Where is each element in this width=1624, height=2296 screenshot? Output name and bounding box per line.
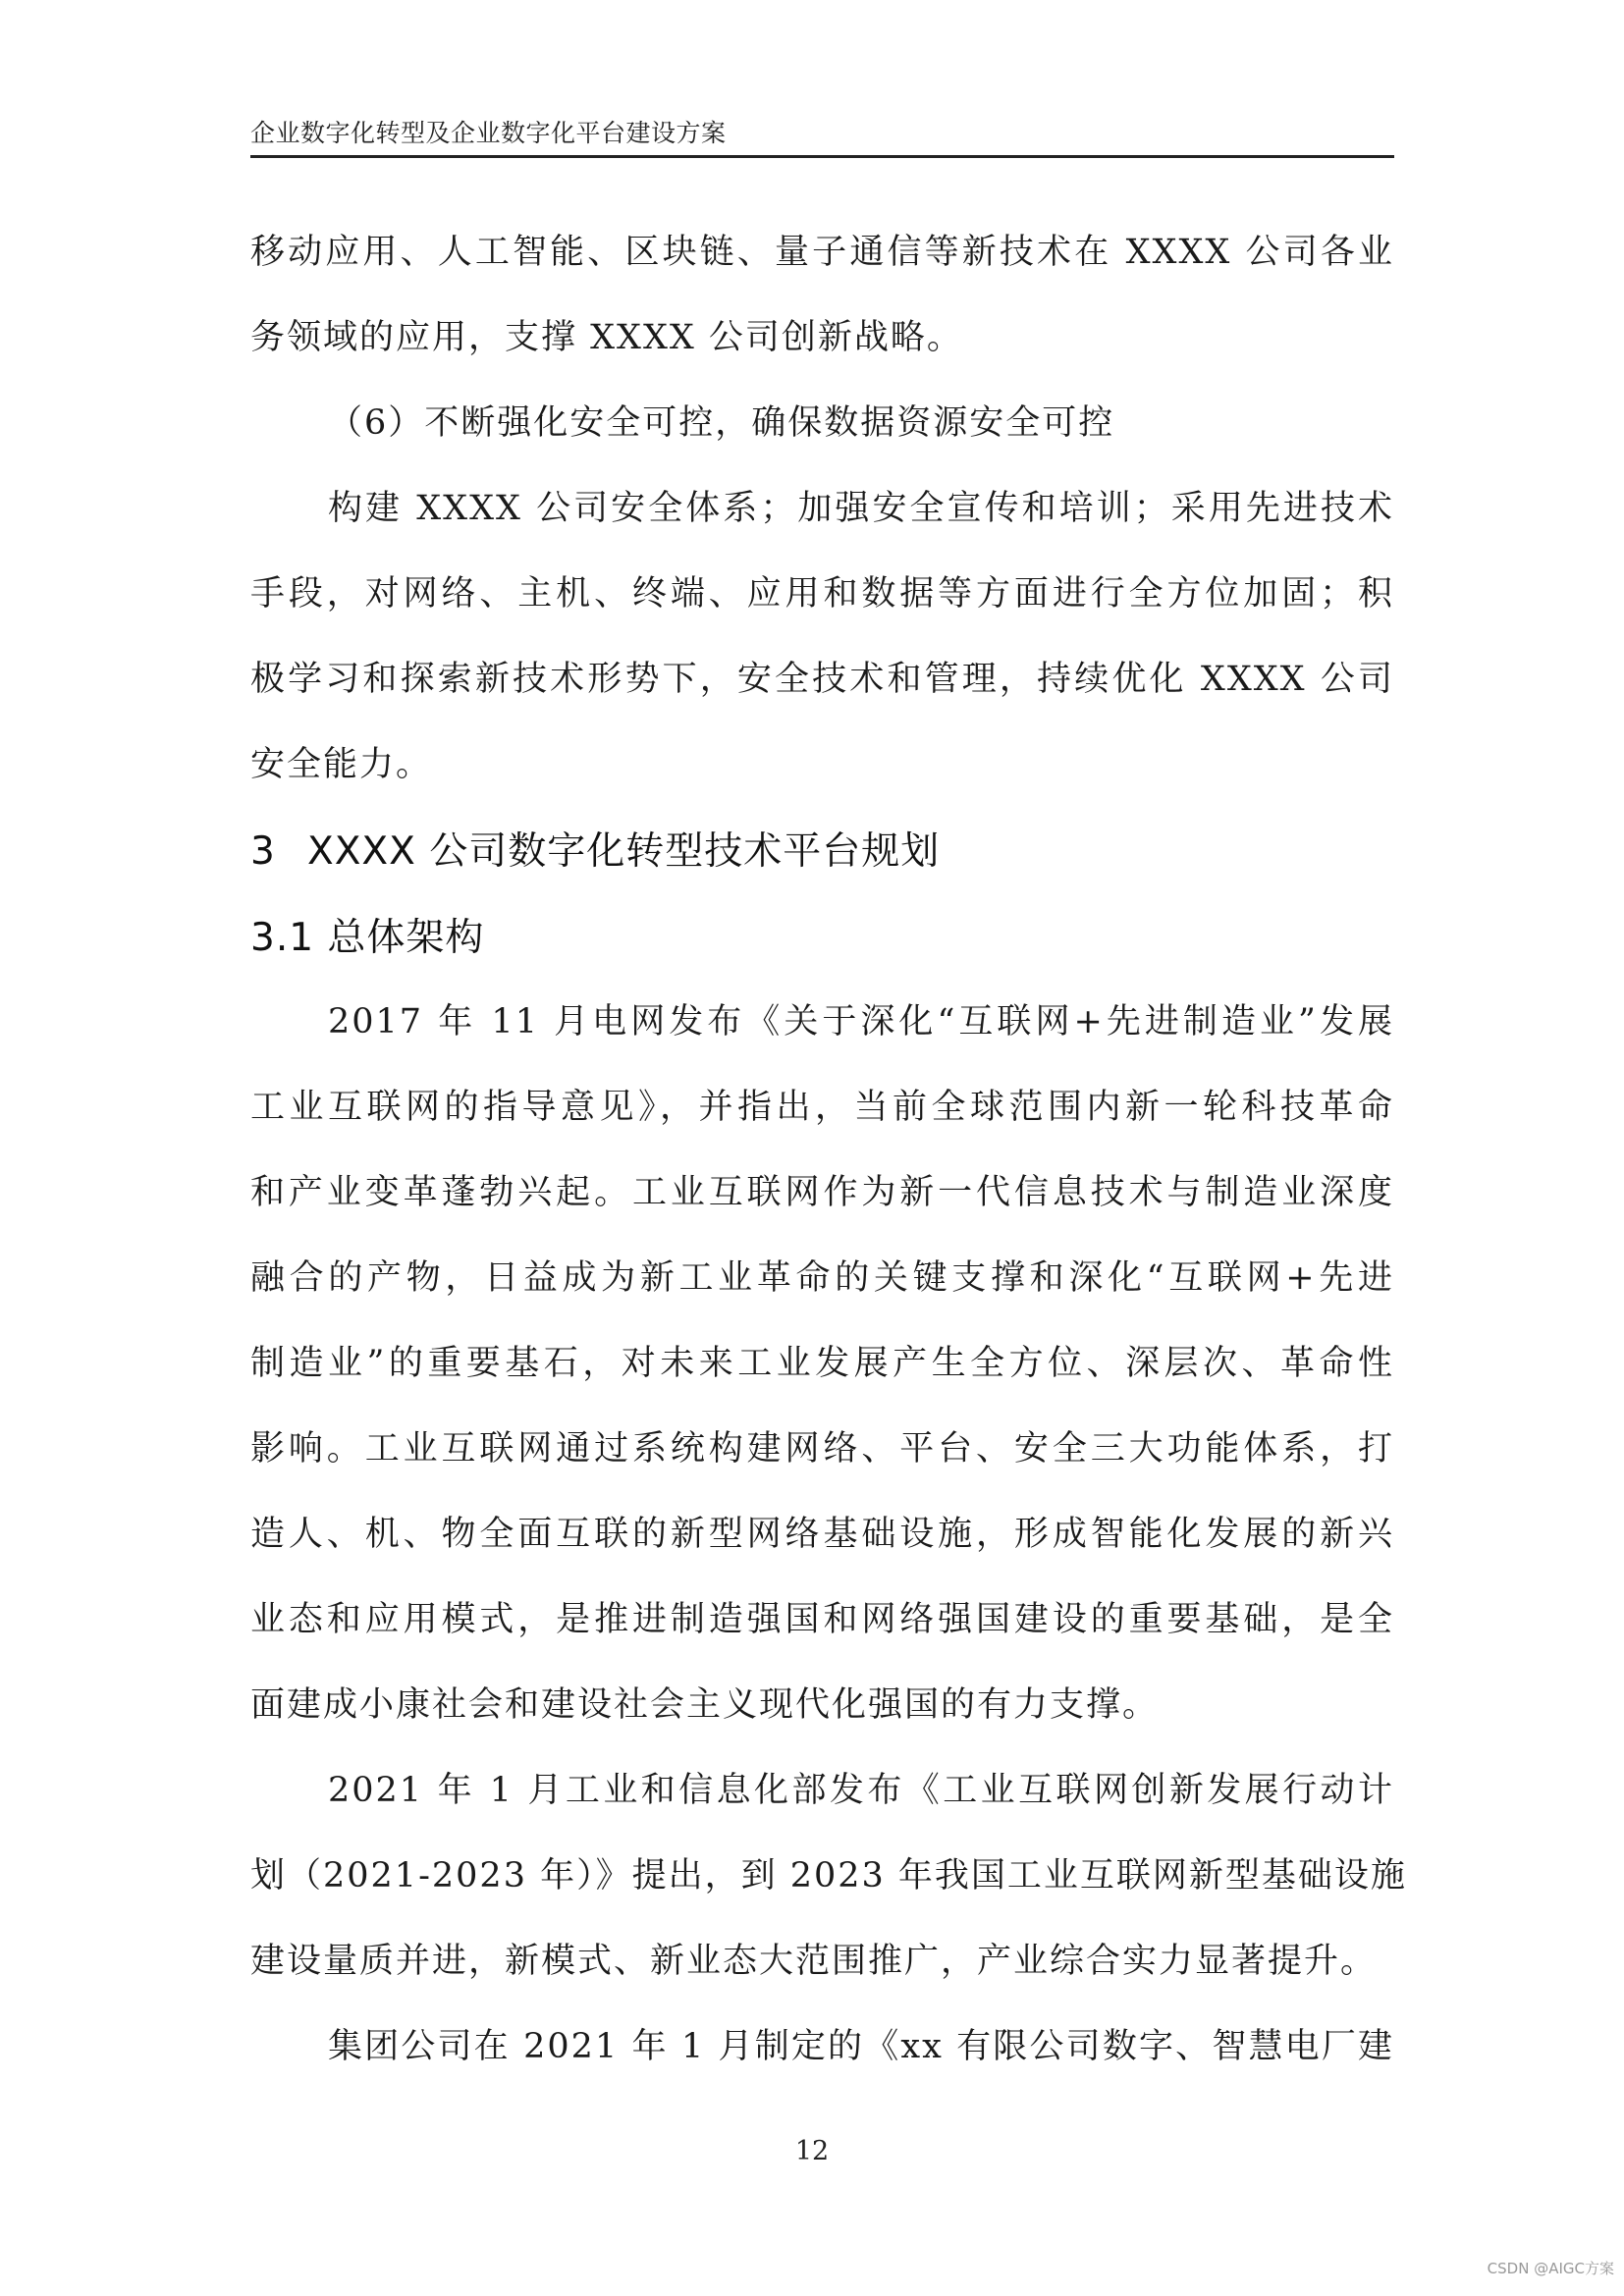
body-line: 移动应用、人工智能、区块链、量子通信等新技术在 XXXX 公司各业 (250, 233, 1394, 272)
page-header (250, 116, 1394, 158)
body-line: 手段，对网络、主机、终端、应用和数据等方面进行全方位加固；积 (250, 574, 1394, 614)
body-line: 划（2021-2023 年）》提出，到 2023 年我国工业互联网新型基础设施 (250, 1856, 1407, 1896)
body-line: 建设量质并进，新模式、新业态大范围推广，产业综合实力显著提升。 (250, 1942, 1378, 1981)
body-line: 制造业”的重要基石，对未来工业发展产生全方位、深层次、革命性 (250, 1344, 1394, 1383)
body-line: 和产业变革蓬勃兴起。工业互联网作为新一代信息技术与制造业深度 (250, 1173, 1394, 1212)
section-number: 3 (250, 829, 276, 874)
body-line: 融合的产物，日益成为新工业革命的关键支撑和深化“互联网+先进 (250, 1258, 1394, 1298)
body-line: 2021 年 1 月工业和信息化部发布《工业互联网创新发展行动计 (328, 1771, 1394, 1810)
body-line: 面建成小康社会和建设社会主义现代化强国的有力支撑。 (250, 1685, 1160, 1725)
subsection-title: （6）不断强化安全可控，确保数据资源安全可控 (328, 403, 1115, 443)
section-title: XXXX 公司数字化转型技术平台规划 (307, 829, 941, 874)
body-line: 安全能力。 (250, 745, 433, 784)
subsection-heading: 3.1 总体架构 (250, 916, 485, 960)
body-line: 2017 年 11 月电网发布《关于深化“互联网+先进制造业”发展 (328, 1002, 1394, 1041)
body-line: 极学习和探索新技术形势下，安全技术和管理，持续优化 XXXX 公司 (250, 660, 1394, 699)
body-line: 业态和应用模式，是推进制造强国和网络强国建设的重要基础，是全 (250, 1600, 1394, 1639)
body-line: 务领域的应用，支撑 XXXX 公司创新战略。 (250, 318, 963, 357)
body-line: 构建 XXXX 公司安全体系；加强安全宣传和培训；采用先进技术 (328, 489, 1394, 528)
page-number: 12 (794, 2136, 830, 2166)
document-body (250, 210, 1407, 2090)
body-line: 影响。工业互联网通过系统构建网络、平台、安全三大功能体系，打 (250, 1429, 1394, 1468)
header-title: 企业数字化转型及企业数字化平台建设方案 (250, 119, 727, 147)
section-heading (250, 808, 1394, 896)
body-line: 造人、机、物全面互联的新型网络基础设施，形成智能化发展的新兴 (250, 1515, 1394, 1554)
body-line: 工业互联网的指导意见》，并指出，当前全球范围内新一轮科技革命 (250, 1088, 1394, 1127)
body-line: 集团公司在 2021 年 1 月制定的《xx 有限公司数字、智慧电厂建 (328, 2027, 1394, 2066)
watermark-text: CSDN @AIGC方案 (1487, 2260, 1614, 2277)
